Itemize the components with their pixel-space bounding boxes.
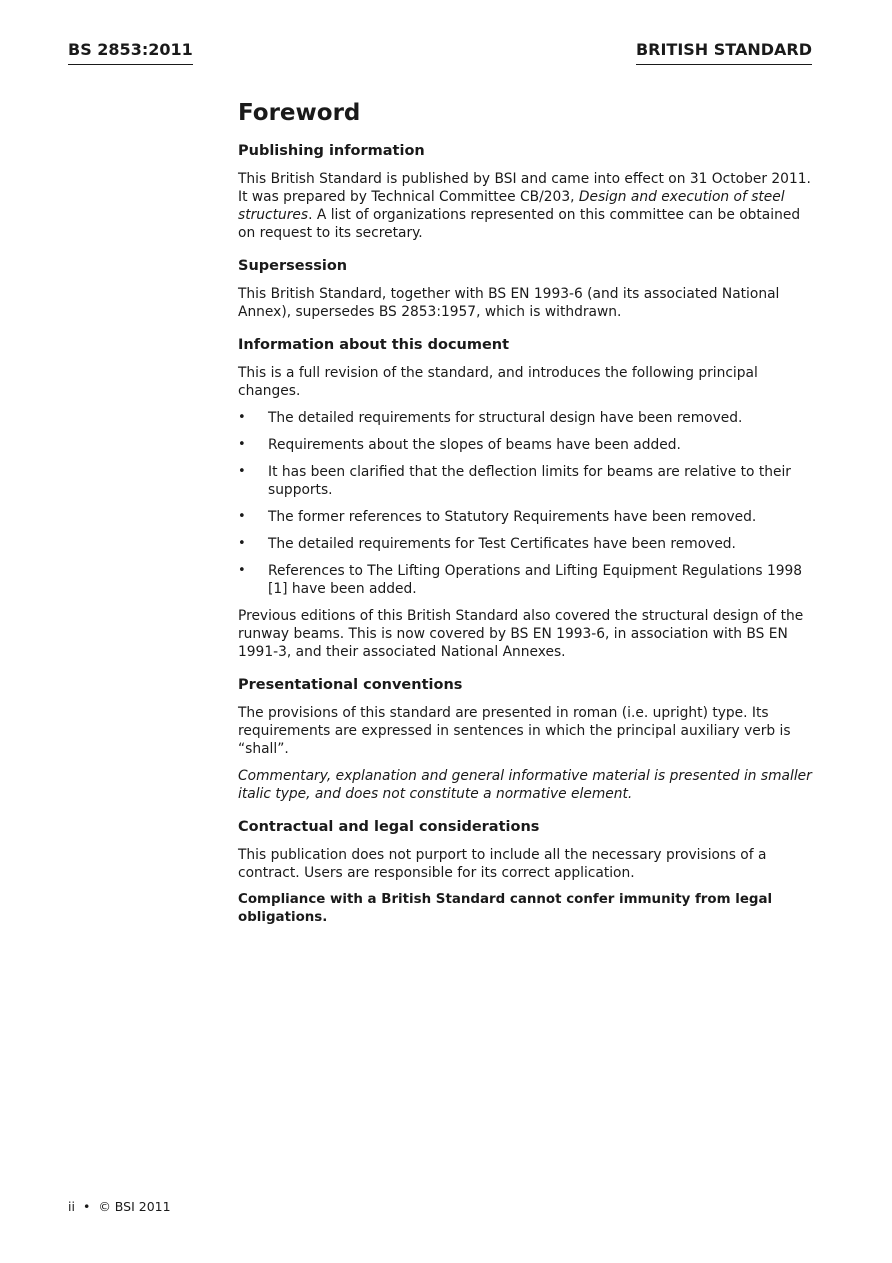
publishing-paragraph bbox=[238, 170, 812, 242]
foreword-content bbox=[238, 98, 812, 936]
list-item-text: References to The Lifting Operations and Lifting Equipment Regulations 1998 [1] have been added. bbox=[268, 563, 803, 597]
list-item bbox=[238, 535, 812, 553]
section-heading-presentational: Presentational conventions bbox=[238, 677, 463, 693]
bullet-icon: • bbox=[238, 509, 246, 524]
list-item-text: The detailed requirements for Test Certificates have been removed. bbox=[268, 536, 736, 552]
list-item-text: The former references to Statutory Requirements have been removed. bbox=[268, 509, 757, 525]
information-intro: This is a full revision of the standard, and introduces the following principal changes. bbox=[238, 365, 758, 399]
bullet-icon: • bbox=[238, 563, 246, 578]
supersession-paragraph: This British Standard, together with BS EN 1993-6 (and its associated National Annex), supersedes BS 2853:1957, which is withdrawn. bbox=[238, 286, 780, 320]
list-item bbox=[238, 436, 812, 454]
bullet-icon: • bbox=[238, 464, 246, 479]
commentary-note: Commentary, explanation and general informative material is presented in smaller italic type, and does not constitute a normative element. bbox=[238, 768, 812, 802]
list-item bbox=[238, 463, 812, 499]
bullet-icon: • bbox=[238, 410, 246, 425]
committee-title: Design and execution of steel structures bbox=[238, 189, 785, 223]
list-item-text: The detailed requirements for structural design have been removed. bbox=[268, 410, 743, 426]
list-item bbox=[238, 562, 812, 598]
section-heading-supersession: Supersession bbox=[238, 258, 348, 274]
page-number: ii bbox=[68, 1199, 75, 1214]
publishing-text-a: This British Standard is published by BSI and came into effect on 31 October 2011. It was prepared by Technical Committee CB/203, bbox=[238, 171, 811, 205]
page-footer bbox=[68, 1199, 171, 1215]
list-item-text: Requirements about the slopes of beams have been added. bbox=[268, 437, 681, 453]
compliance-statement: Compliance with a British Standard cannot confer immunity from legal obligations. bbox=[238, 892, 773, 925]
copyright-notice: © BSI 2011 bbox=[98, 1199, 171, 1214]
list-item bbox=[238, 409, 812, 427]
publishing-text-b: . A list of organizations represented on this committee can be obtained on request to its secretary. bbox=[238, 207, 801, 241]
section-heading-information: Information about this document bbox=[238, 337, 510, 353]
information-outro: Previous editions of this British Standard also covered the structural design of the runway beams. This is now covered by BS EN 1993-6, in association with BS EN 1991-3, and their associated National Annexes. bbox=[238, 608, 804, 660]
presentational-paragraph: The provisions of this standard are presented in roman (i.e. upright) type. Its requirements are expressed in sentences in which the principal auxiliary verb is “shall”. bbox=[238, 705, 791, 757]
page-title: Foreword bbox=[238, 100, 361, 126]
changes-list bbox=[238, 409, 812, 598]
section-heading-publishing: Publishing information bbox=[238, 143, 425, 159]
footer-separator: • bbox=[82, 1199, 91, 1214]
list-item-text: It has been clarified that the deflection limits for beams are relative to their supports. bbox=[268, 464, 791, 498]
bullet-icon: • bbox=[238, 536, 246, 551]
contractual-paragraph: This publication does not purport to include all the necessary provisions of a contract. Users are responsible for its correct application. bbox=[238, 847, 767, 881]
list-item bbox=[238, 508, 812, 526]
header-standard-type: BRITISH STANDARD bbox=[636, 40, 812, 65]
section-heading-contractual: Contractual and legal considerations bbox=[238, 819, 540, 835]
header-standard-number: BS 2853:2011 bbox=[68, 40, 193, 65]
bullet-icon: • bbox=[238, 437, 246, 452]
